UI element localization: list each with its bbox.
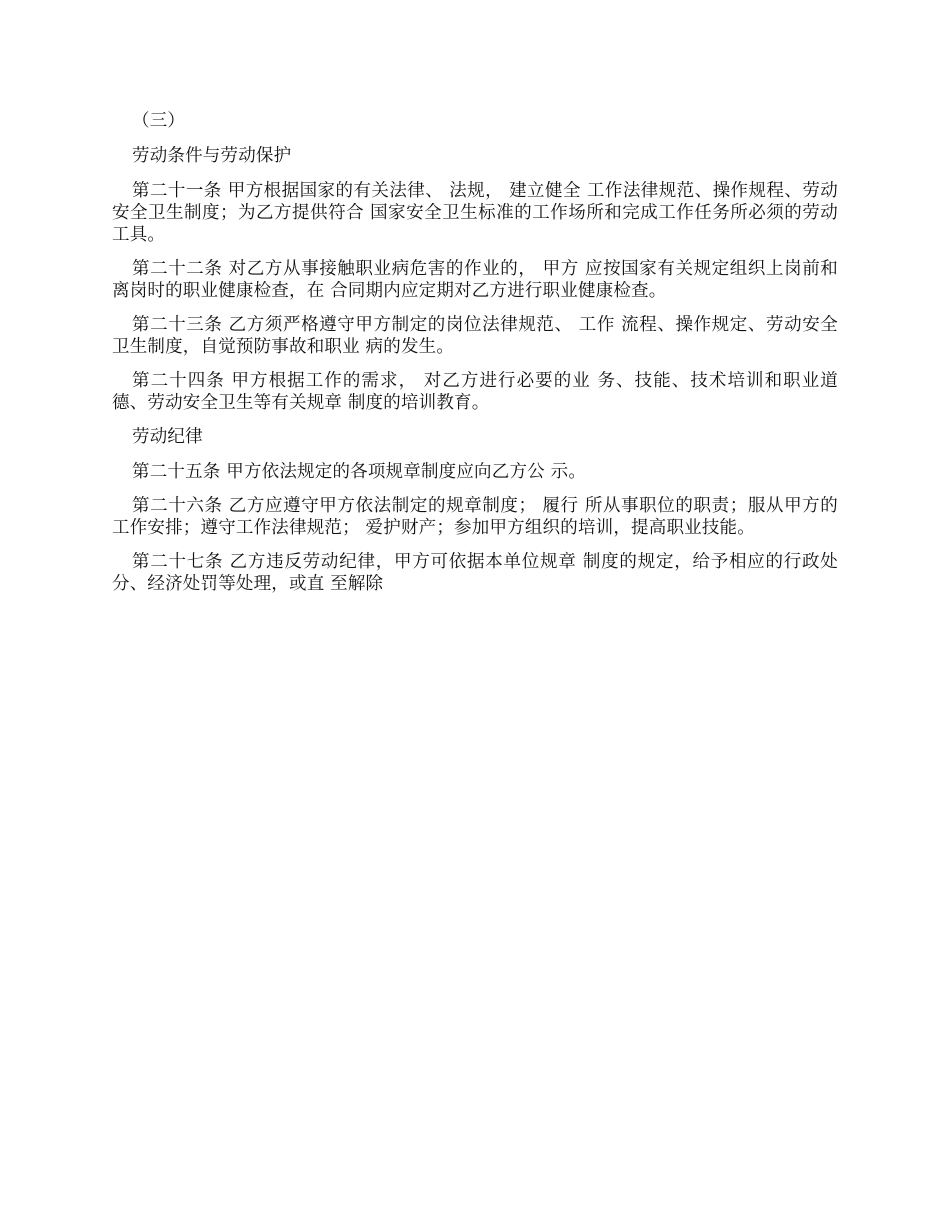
section-heading-labor-discipline: 劳动纪律 xyxy=(132,427,203,447)
article-21: 第二十一条 甲方根据国家的有关法律、 法规， 建立健全 工作法律规范、操作规程、劳动安全卫生制度；为乙方提供符合 国家安全卫生标准的工作场所和完成工作任务所必须的劳动 工具。 xyxy=(112,181,838,245)
section-heading-labor-conditions: 劳动条件与劳动保护 xyxy=(132,146,292,166)
document-body xyxy=(112,110,838,607)
article-24: 第二十四条 甲方根据工作的需求， 对乙方进行必要的业 务、技能、技术培训和职业道德、劳动安全卫生等有关规章 制度的培训教育。 xyxy=(112,371,838,413)
article-25: 第二十五条 甲方依法规定的各项规章制度应向乙方公 示。 xyxy=(132,462,587,482)
section-number: （三） xyxy=(132,111,186,131)
article-26: 第二十六条 乙方应遵守甲方依法制定的规章制度； 履行 所从事职位的职责；服从甲方的工作安排；遵守工作法律规范； 爱护财产；参加甲方组织的培训，提高职业技能。 xyxy=(112,496,838,538)
article-27: 第二十七条 乙方违反劳动纪律，甲方可依据本单位规章 制度的规定，给予相应的行政处分、经济处罚等处理，或直 至解除 xyxy=(112,552,838,594)
article-22: 第二十二条 对乙方从事接触职业病危害的作业的， 甲方 应按国家有关规定组织上岗前和离岗时的职业健康检查，在 合同期内应定期对乙方进行职业健康检查。 xyxy=(112,259,838,301)
article-23: 第二十三条 乙方须严格遵守甲方制定的岗位法律规范、 工作 流程、操作规定、劳动安全卫生制度，自觉预防事故和职业 病的发生。 xyxy=(112,315,838,357)
